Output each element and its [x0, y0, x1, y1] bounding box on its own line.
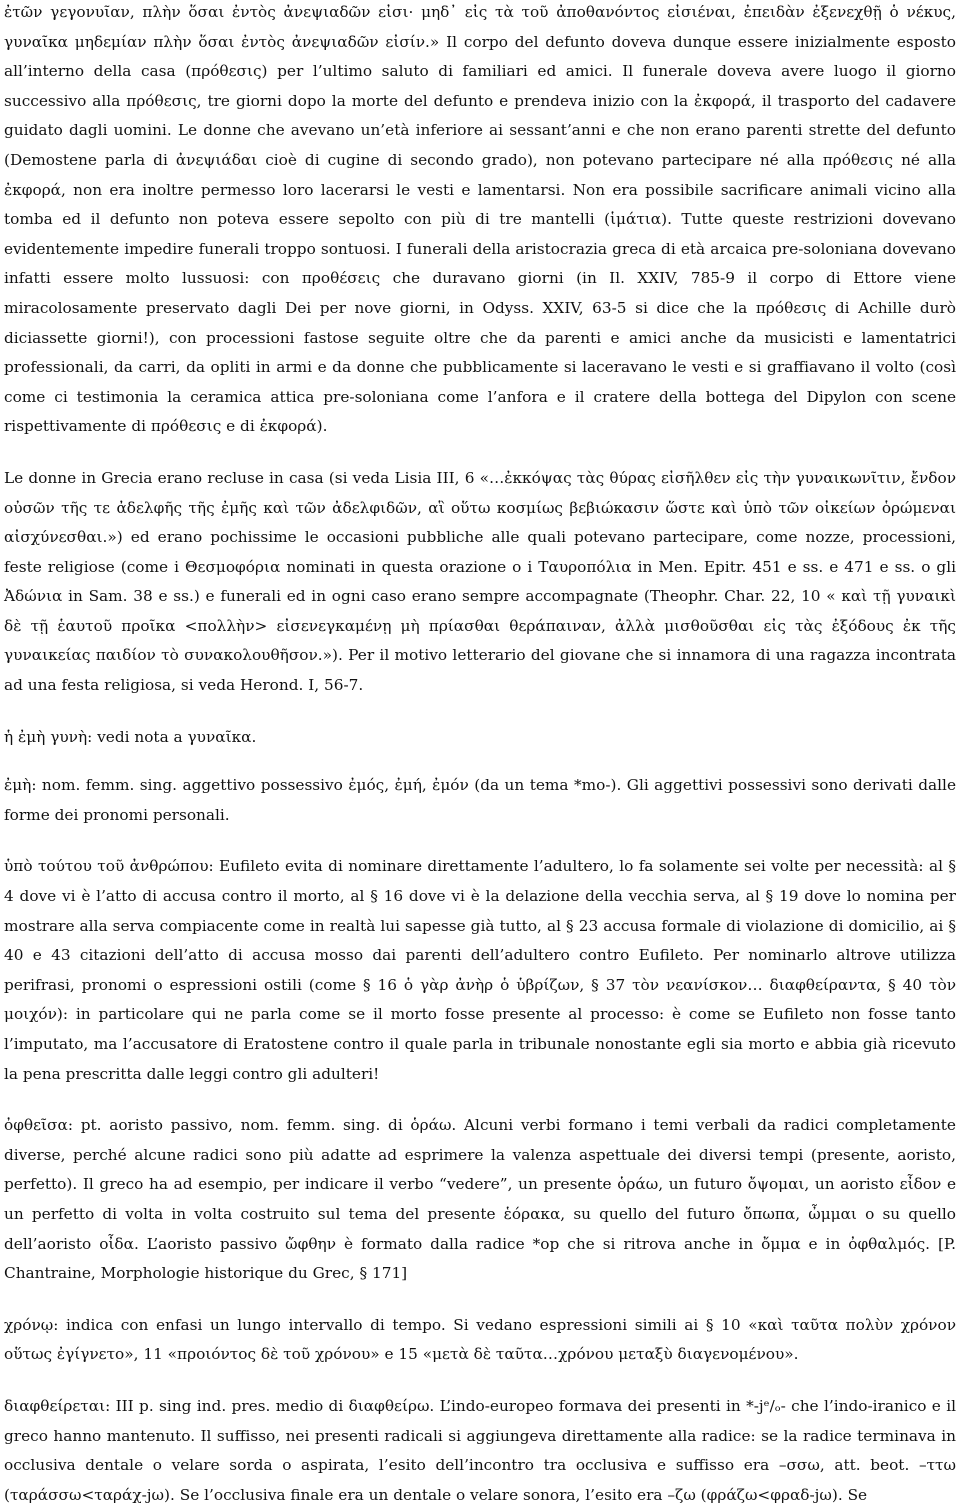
note-chrono: χρόνῳ: indica con enfasi un lungo intervallo di tempo. Si vedano espressioni simili ai § 10 «καὶ ταῦτα πολὺν χρόνον οὕτως ἐγίγνετο», 11 «προιόντος δὲ τοῦ χρόνου» e 15 «μετὰ δὲ ταῦτα…χρόνου μεταξὺ διαγενομένου». [4, 1315, 956, 1364]
note-hypo-toutou: ὑπὸ τούτου τοῦ ἀνθρώπου: Eufileto evita di nominare direttamente l’adultero, lo fa solamente sei volte per necessità: al § 4 dove vi è l’atto di accusa contro il morto, al § 16 dove vi è la delazione della vecchia serva, al § 19 dove lo nomina per mostrare alla serva compiacente come in realtà lui sapesse già tutto, al § 23 accusa formale di violazione di domicilio, ai § 40 e 43 citazioni dell’atto di accusa mosso dai parenti dell’adultero contro Eufileto. Per nominarlo altrove utilizza perifrasi, pronomi o espressioni ostili (come § 16 ὁ γὰρ ἀνὴρ ὁ ὑβρίζων, § 37 τὸν νεανίσκον… διαφθείραντα, § 40 τὸν μοιχόν): in particolare qui ne parla come se il morto fosse presente al processo: è come se Eufileto non fosse tanto l’imputato, ma l’accusatore di Eratostene contro il quale parla in tribunale nonostante egli sia morto e abbia già ricevuto la pena prescritta dalle leggi contro gli adulteri! [4, 857, 956, 1083]
note-diaphtheiretai: διαφθείρεται: III p. sing ind. pres. medio di διαφθείρω. L’indo-europeo formava dei presenti in *-jᵉ/ₒ- che l’indo-iranico e il greco hanno mantenuto. Il suffisso, nei presenti radicali si aggiungeva direttamente alla radice: se la radice terminava in occlusiva dentale o velare sorda o aspirata, l’esito dell’incontro tra occlusiva e suffisso era –σσω, att. beot. –ττω (ταράσσω<ταράχ-jω). Se l’occlusiva finale era un dentale o velare sonora, l’esito era –ζω (φράζω<φραδ-jω). Se [4, 1396, 956, 1504]
paragraph-women-in-greece: Le donne in Grecia erano recluse in casa (si veda Lisia III, 6 «…ἐκκόψας τὰς θύρας εἰσῆλθεν εἰς τὴν γυναικωνῖτιν, ἔνδον οὐσῶν τῆς τε ἀδελφῆς τῆς ἐμῆς καὶ τῶν ἀδελφιδῶν, αἳ οὕτω κοσμίως βεβιώκασιν ὥστε καὶ ὑπὸ τῶν οἰκείων ὁρώμεναι αἰσχύνεσθαι.») ed erano pochissime le occasioni pubbliche alle quali potevano partecipare, come nozze, processioni, feste religiose (come i Θεσμοφόρια nominati in questa orazione o i Ταυροπόλια in Men. Epitr. 451 e ss. e 471 e ss. o gli Ἀδώνια in Sam. 38 e ss.) e funerali ed in ogni caso erano sempre accompagnate (Theophr. Char. 22, 10 « καὶ τῇ γυναικὶ δὲ τῇ ἑαυτοῦ προῖκα <πολλὴν> εἰσενεγκαμένῃ μὴ πρίασθαι θεράπαιναν, ἀλλὰ μισθοῦσθαι εἰς τὰς ἐξόδους ἐκ τῆς γυναικείας παιδίον τὸ συνακολουθῆσον.»). Per il motivo letterario del giovane che si innamora di una ragazza incontrata ad una festa religiosa, si veda Herond. I, 56-7. [4, 468, 956, 695]
document-page [4, 0, 956, 1510]
note-he-eme-gyne: ἡ ἐμὴ γυνὴ: vedi nota a γυναῖκα. [4, 727, 257, 746]
note-ophtheisa: ὀφθεῖσα: pt. aoristo passivo, nom. femm. sing. di ὁράω. Alcuni verbi formano i temi verbali da radici completamente diverse, perché alcune radici sono più adatte ad esprimere la valenza aspettuale dei diversi tempi (presente, aoristo, perfetto). Il greco ha ad esempio, per indicare il verbo “vedere”, un presente ὁράω, un futuro ὄψομαι, un aoristo εἶδον e un perfetto di volta in volta costruito sul tema del presente ἑόρακα, su quello del futuro ὄπωπα, ὦμμαι o su quello dell’aoristo οἶδα. L’aoristo passivo ὤφθην è formato dalla radice *op che si ritrova anche in ὄμμα e in ὀφθαλμός. [P. Chantraine, Morphologie historique du Grec, § 171] [4, 1116, 956, 1283]
paragraph-funeral-law: ἐτῶν γεγονυῖαν, πλὴν ὅσαι ἐντὸς ἀνεψιαδῶν εἰσι· μηδ᾽ εἰς τὰ τοῦ ἀποθανόντος εἰσιέναι, ἐπειδὰν ἐξενεχθῇ ὁ νέκυς, γυναῖκα μηδεμίαν πλὴν ὅσαι ἐντὸς ἀνεψιαδῶν εἰσίν.» Il corpo del defunto doveva dunque essere inizialmente esposto all’interno della casa (πρόθεσις) per l’ultimo saluto di familiari ed amici. Il funerale doveva avere luogo il giorno successivo alla πρόθεσις, tre giorni dopo la morte del defunto e prendeva inizio con la ἐκφορά, il trasporto del cadavere guidato dagli uomini. Le donne che avevano un’età inferiore ai sessant’anni e che non erano parenti strette del defunto (Demostene parla di ἀνεψιάδαι cioè di cugine di secondo grado), non potevano partecipare né alla πρόθεσις né alla ἐκφορά, non era inoltre permesso loro lacerarsi le vesti e lamentarsi. Non era possibile sacrificare animali vicino alla tomba ed il defunto non poteva essere sepolto con più di tre mantelli (ἱμάτια). Tutte queste restrizioni dovevano evidentemente impedire funerali troppo sontuosi. I funerali della aristocrazia greca di età arcaica pre-soloniana dovevano infatti essere molto lussuosi: con προθέσεις che duravano giorni (in Il. XXIV, 785-9 il corpo di Ettore viene miracolosamente preservato dagli Dei per nove giorni, in Odyss. XXIV, 63-5 si dice che la πρόθεσις di Achille durò diciassette giorni!), con processioni fastose seguite oltre che da parenti e amici anche da musicisti e lamentatrici professionali, da carri, da opliti in armi e da donne che pubblicamente si laceravano le vesti e si graffiavano il volto (così come ci testimonia la ceramica attica pre-soloniana come l’anfora e il cratere della bottega del Dipylon con scene rispettivamente di πρόθεσις e di ἐκφορά). [4, 3, 956, 436]
note-eme: ἐμὴ: nom. femm. sing. aggettivo possessivo ἐμός, ἐμή, ἐμόν (da un tema *mo-). Gli aggettivi possessivi sono derivati dalle forme dei pronomi personali. [4, 776, 956, 824]
